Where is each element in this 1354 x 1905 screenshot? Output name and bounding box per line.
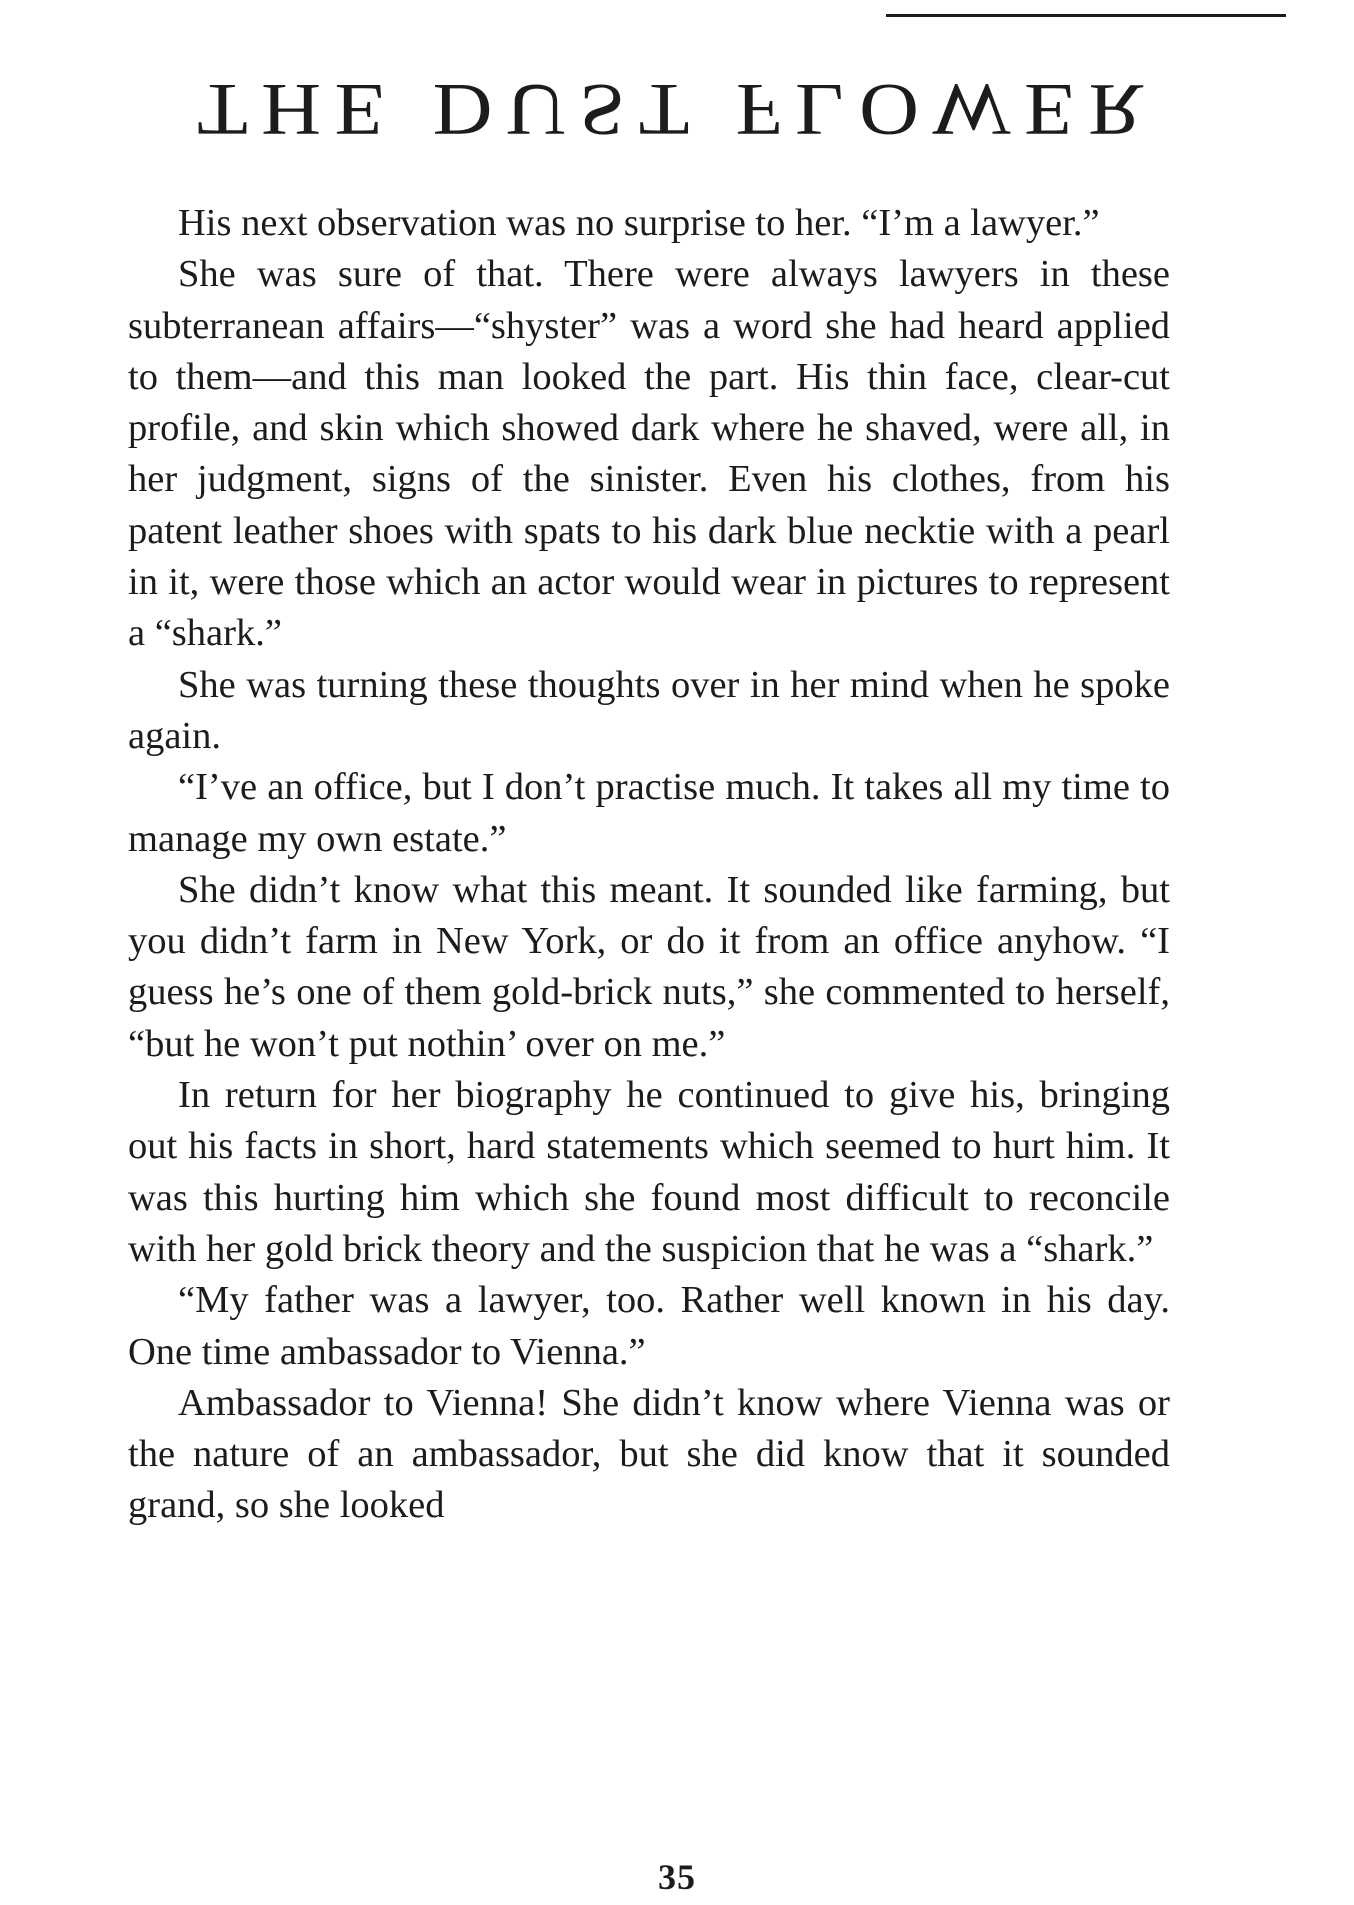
paragraph-6: In return for her biography he continued to give his, bringing out his facts in short, hard statements which seemed to hurt him. It was this hurting him which she found most difficult to reconcile with her gold brick theory and the suspicion that he was a “shark.” [128, 1074, 1170, 1270]
paragraph-8: Ambassador to Vienna! She didn’t know where Vienna was or the nature of an ambassador, but she did know that it sounded grand, so she looked [128, 1381, 1170, 1527]
running-head-text: THE DUST FLOWER [197, 68, 1157, 150]
top-rule [886, 14, 1286, 17]
paragraph-4: “I’ve an office, but I don’t practise much. It takes all my time to manage my own estate.” [128, 766, 1170, 860]
page-number: 35 [658, 1857, 696, 1897]
paragraph-2: She was sure of that. There were always lawyers in these subterranean affairs—“shyster” was a word she had heard applied to them—and this man looked the part. His thin face, clear-cut profile, and skin which showed dark where he shaved, were all, in her judgment, signs of the sinister. Even his clothes, from his patent leather shoes with spats to his dark blue necktie with a pearl in it, were those which an actor would wear in pictures to represent a “shark.” [128, 253, 1170, 655]
running-head [0, 68, 1354, 150]
paragraph-3: She was turning these thoughts over in her mind when he spoke again. [128, 663, 1170, 757]
paragraph-5: She didn’t know what this meant. It sounded like farming, but you didn’t farm in New York, or do it from an office anyhow. “I guess he’s one of them gold-brick nuts,” she commented to herself, “but he won’t put nothin’ over on me.” [128, 868, 1170, 1065]
body-text [128, 198, 1170, 1532]
paragraph-7: “My father was a lawyer, too. Rather well known in his day. One time ambassador to Vienna.” [128, 1279, 1170, 1373]
paragraph-1: His next observation was no surprise to her. “I’m a lawyer.” [178, 202, 1100, 244]
